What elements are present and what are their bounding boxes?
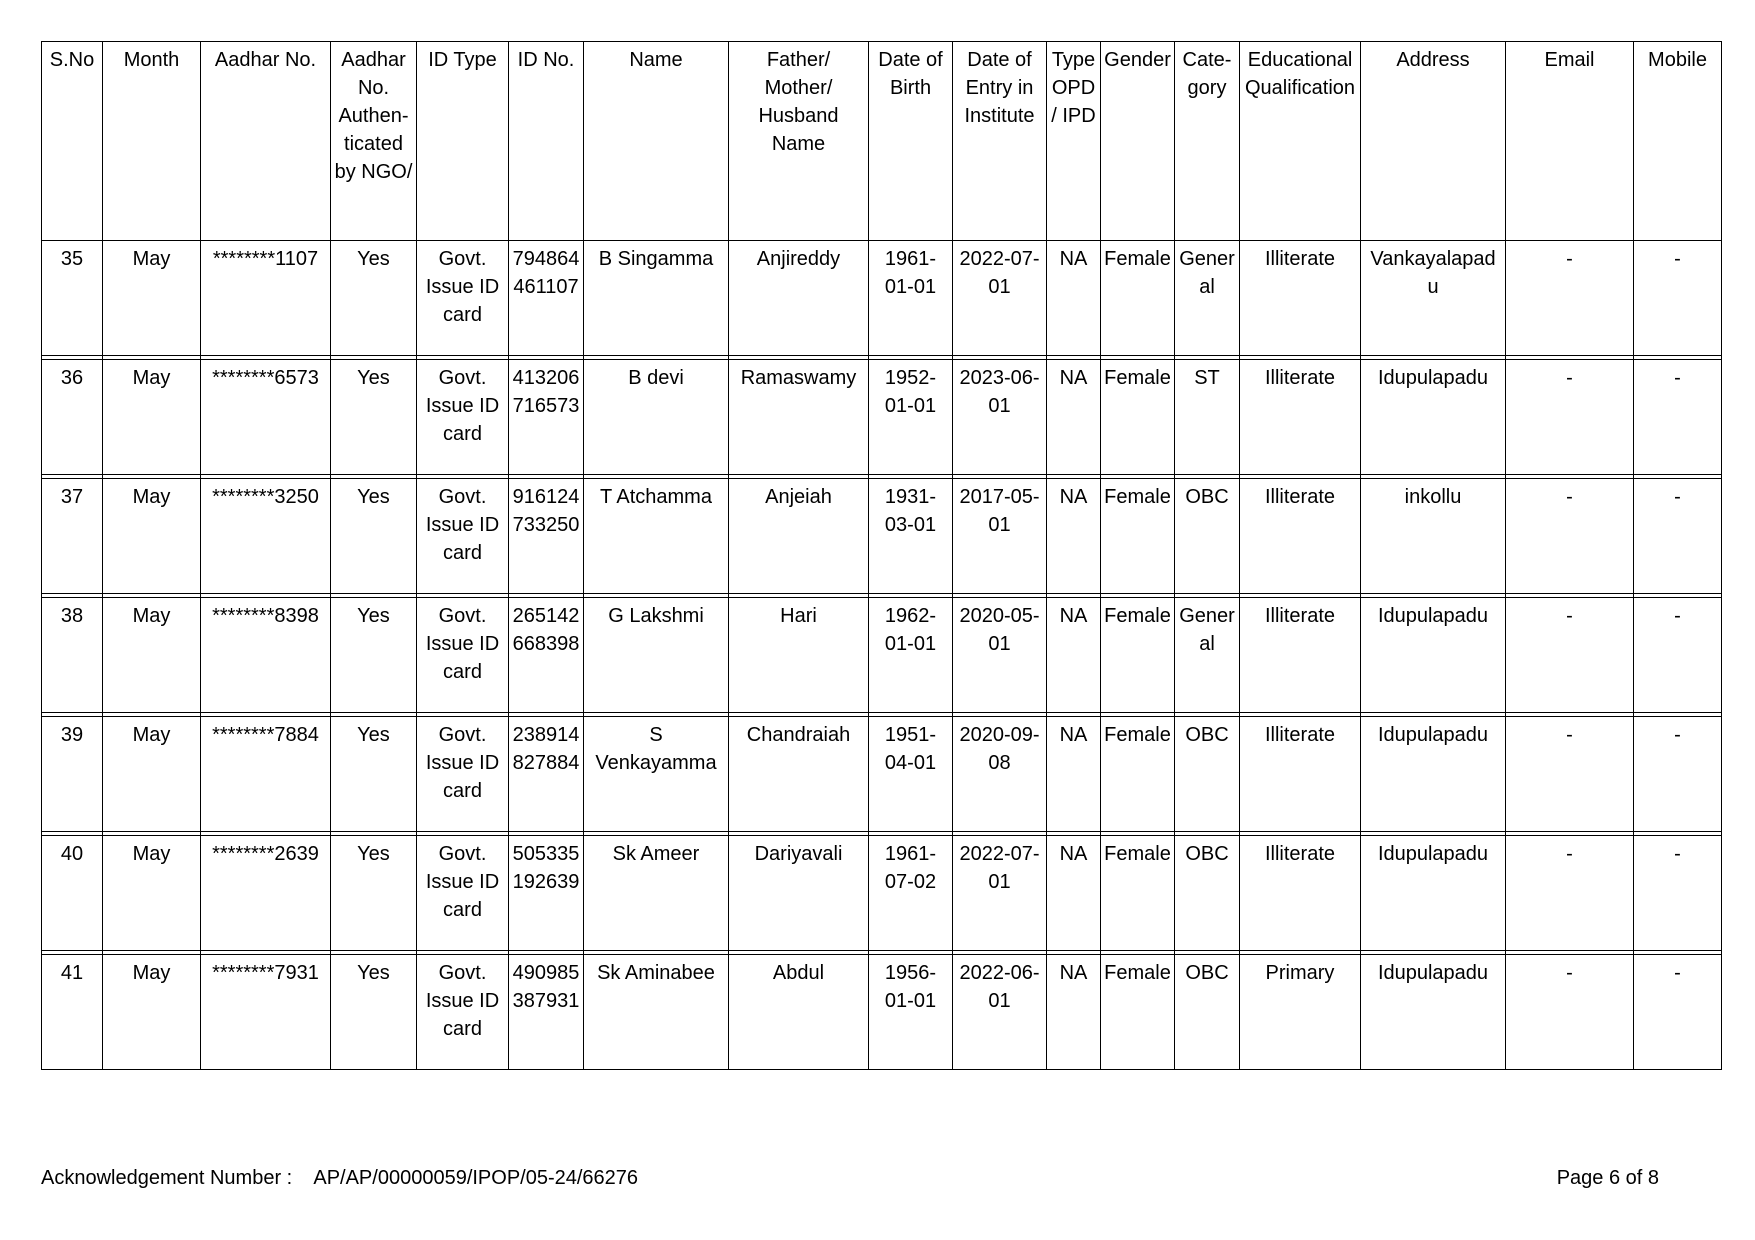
cell-guardian-name: Dariyavali [729,836,869,951]
cell-category: OBC [1175,955,1240,1070]
cell-address: Idupulapadu [1361,955,1506,1070]
cell-id-no: 505335 192639 [509,836,584,951]
cell-month: May [103,836,201,951]
header-date-of-birth: Date of Birth [869,42,953,241]
cell-email: - [1506,717,1634,832]
cell-aadhar-no: ********6573 [201,360,331,475]
cell-education: Illiterate [1240,717,1361,832]
header-category: Cate- gory [1175,42,1240,241]
header-education: Educational Qualification [1240,42,1361,241]
header-name: Name [584,42,729,241]
cell-sno: 36 [42,360,103,475]
cell-sno: 41 [42,955,103,1070]
table-row [42,241,1722,356]
acknowledgement-number: AP/AP/00000059/IPOP/05-24/66276 [313,1167,639,1189]
cell-id-type: Govt. Issue ID card [417,598,509,713]
cell-guardian-name: Ramaswamy [729,360,869,475]
cell-name: S Venkayamma [584,717,729,832]
table-row [42,598,1722,713]
cell-date-of-birth: 1931- 03-01 [869,479,953,594]
header-date-of-entry: Date of Entry in Institute [953,42,1047,241]
cell-date-of-birth: 1952- 01-01 [869,360,953,475]
table-row [42,479,1722,594]
cell-type-opd-ipd: NA [1047,479,1101,594]
table-header-row [42,42,1722,241]
cell-date-of-entry: 2022-07- 01 [953,836,1047,951]
cell-date-of-entry: 2020-09- 08 [953,717,1047,832]
cell-aadhar-authenticated: Yes [331,360,417,475]
cell-type-opd-ipd: NA [1047,836,1101,951]
cell-education: Illiterate [1240,479,1361,594]
cell-id-type: Govt. Issue ID card [417,955,509,1070]
cell-type-opd-ipd: NA [1047,360,1101,475]
cell-type-opd-ipd: NA [1047,717,1101,832]
cell-education: Illiterate [1240,598,1361,713]
cell-month: May [103,479,201,594]
cell-month: May [103,598,201,713]
cell-address: Idupulapadu [1361,360,1506,475]
cell-address: Vankayalapad u [1361,241,1506,356]
cell-aadhar-authenticated: Yes [331,836,417,951]
cell-id-no: 265142 668398 [509,598,584,713]
cell-category: Gener al [1175,598,1240,713]
header-gender: Gender [1101,42,1175,241]
cell-id-type: Govt. Issue ID card [417,241,509,356]
cell-guardian-name: Anjireddy [729,241,869,356]
cell-gender: Female [1101,241,1175,356]
cell-aadhar-no: ********2639 [201,836,331,951]
table-row [42,955,1722,1070]
cell-gender: Female [1101,955,1175,1070]
cell-address: Idupulapadu [1361,836,1506,951]
cell-type-opd-ipd: NA [1047,955,1101,1070]
cell-id-no: 490985 387931 [509,955,584,1070]
cell-education: Illiterate [1240,360,1361,475]
cell-date-of-entry: 2022-06- 01 [953,955,1047,1070]
acknowledgement [41,1164,638,1192]
cell-name: G Lakshmi [584,598,729,713]
header-sno: S.No [42,42,103,241]
cell-email: - [1506,836,1634,951]
cell-guardian-name: Anjeiah [729,479,869,594]
cell-email: - [1506,360,1634,475]
cell-aadhar-no: ********7884 [201,717,331,832]
cell-mobile: - [1634,598,1722,713]
cell-gender: Female [1101,836,1175,951]
cell-aadhar-authenticated: Yes [331,717,417,832]
table-row [42,360,1722,475]
cell-address: inkollu [1361,479,1506,594]
cell-date-of-birth: 1961- 07-02 [869,836,953,951]
cell-email: - [1506,241,1634,356]
cell-aadhar-authenticated: Yes [331,598,417,713]
header-guardian-name: Father/ Mother/ Husband Name [729,42,869,241]
cell-guardian-name: Abdul [729,955,869,1070]
cell-id-no: 238914 827884 [509,717,584,832]
table-body [42,241,1722,1070]
cell-id-type: Govt. Issue ID card [417,836,509,951]
acknowledgement-label: Acknowledgement Number : [41,1167,293,1189]
cell-date-of-entry: 2023-06- 01 [953,360,1047,475]
cell-mobile: - [1634,955,1722,1070]
cell-date-of-birth: 1962- 01-01 [869,598,953,713]
cell-aadhar-no: ********1107 [201,241,331,356]
header-id-type: ID Type [417,42,509,241]
cell-type-opd-ipd: NA [1047,598,1101,713]
cell-name: Sk Ameer [584,836,729,951]
cell-address: Idupulapadu [1361,598,1506,713]
header-type-opd-ipd: Type OPD / IPD [1047,42,1101,241]
cell-name: T Atchamma [584,479,729,594]
cell-month: May [103,717,201,832]
header-address: Address [1361,42,1506,241]
cell-name: B Singamma [584,241,729,356]
cell-date-of-entry: 2017-05- 01 [953,479,1047,594]
cell-date-of-birth: 1961- 01-01 [869,241,953,356]
cell-id-type: Govt. Issue ID card [417,717,509,832]
cell-category: OBC [1175,836,1240,951]
cell-mobile: - [1634,360,1722,475]
cell-id-no: 794864 461107 [509,241,584,356]
cell-id-no: 413206 716573 [509,360,584,475]
cell-guardian-name: Chandraiah [729,717,869,832]
page-number: Page 6 of 8 [1556,1167,1659,1189]
cell-date-of-entry: 2020-05- 01 [953,598,1047,713]
cell-email: - [1506,598,1634,713]
header-id-no: ID No. [509,42,584,241]
cell-name: B devi [584,360,729,475]
cell-category: OBC [1175,479,1240,594]
cell-sno: 35 [42,241,103,356]
cell-month: May [103,241,201,356]
cell-month: May [103,360,201,475]
cell-id-type: Govt. Issue ID card [417,360,509,475]
cell-gender: Female [1101,717,1175,832]
cell-date-of-birth: 1956- 01-01 [869,955,953,1070]
cell-date-of-entry: 2022-07- 01 [953,241,1047,356]
cell-date-of-birth: 1951- 04-01 [869,717,953,832]
cell-aadhar-no: ********7931 [201,955,331,1070]
cell-sno: 37 [42,479,103,594]
header-email: Email [1506,42,1634,241]
cell-month: May [103,955,201,1070]
cell-aadhar-no: ********3250 [201,479,331,594]
cell-id-no: 916124 733250 [509,479,584,594]
beneficiary-table [41,41,1722,1070]
cell-education: Primary [1240,955,1361,1070]
cell-education: Illiterate [1240,241,1361,356]
cell-category: OBC [1175,717,1240,832]
cell-mobile: - [1634,241,1722,356]
cell-education: Illiterate [1240,836,1361,951]
cell-aadhar-authenticated: Yes [331,479,417,594]
cell-aadhar-authenticated: Yes [331,241,417,356]
cell-guardian-name: Hari [729,598,869,713]
cell-id-type: Govt. Issue ID card [417,479,509,594]
cell-address: Idupulapadu [1361,717,1506,832]
cell-gender: Female [1101,360,1175,475]
cell-category: Gener al [1175,241,1240,356]
cell-aadhar-no: ********8398 [201,598,331,713]
header-mobile: Mobile [1634,42,1722,241]
cell-mobile: - [1634,717,1722,832]
cell-sno: 38 [42,598,103,713]
cell-name: Sk Aminabee [584,955,729,1070]
cell-sno: 39 [42,717,103,832]
cell-gender: Female [1101,479,1175,594]
header-month: Month [103,42,201,241]
cell-aadhar-authenticated: Yes [331,955,417,1070]
cell-email: - [1506,479,1634,594]
cell-mobile: - [1634,836,1722,951]
table-row [42,717,1722,832]
cell-mobile: - [1634,479,1722,594]
cell-category: ST [1175,360,1240,475]
cell-email: - [1506,955,1634,1070]
table-row [42,836,1722,951]
cell-gender: Female [1101,598,1175,713]
cell-sno: 40 [42,836,103,951]
header-aadhar-authenticated: Aadhar No. Authen-ticated by NGO/ [331,42,417,241]
cell-type-opd-ipd: NA [1047,241,1101,356]
header-aadhar-no: Aadhar No. [201,42,331,241]
